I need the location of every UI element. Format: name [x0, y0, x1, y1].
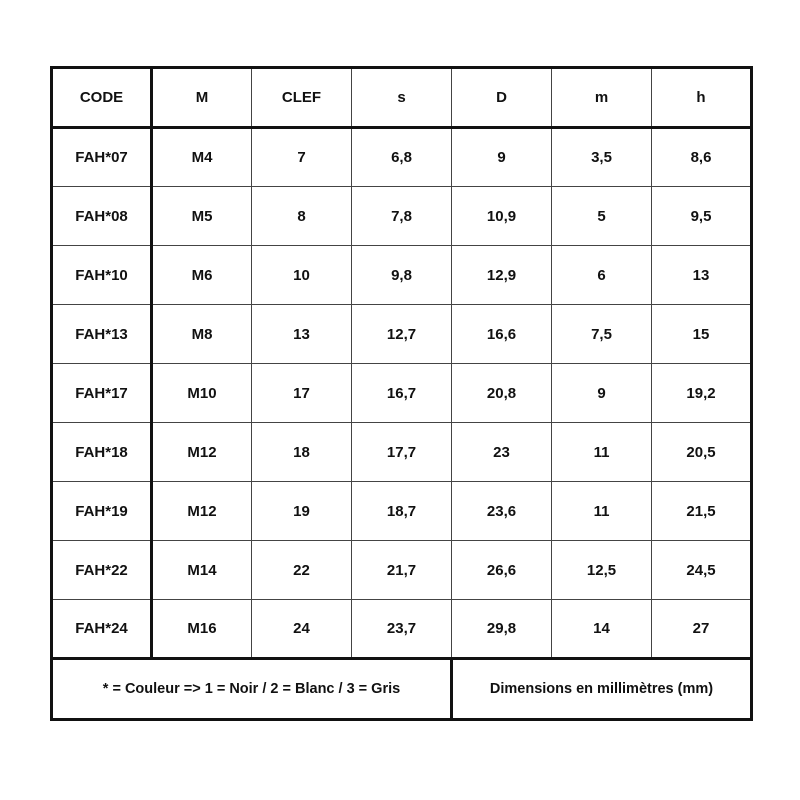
cell-h: 27 — [652, 600, 752, 659]
cell-thread: M12 — [152, 482, 252, 541]
cell-clef: 18 — [252, 423, 352, 482]
cell-m: 7,5 — [552, 305, 652, 364]
cell-clef: 17 — [252, 364, 352, 423]
cell-d: 23 — [452, 423, 552, 482]
cell-code: FAH*10 — [52, 246, 152, 305]
cell-m: 6 — [552, 246, 652, 305]
cell-m: 11 — [552, 423, 652, 482]
header-code: CODE — [52, 68, 152, 128]
cell-code: FAH*18 — [52, 423, 152, 482]
footer-row — [52, 659, 752, 720]
cell-d: 12,9 — [452, 246, 552, 305]
header-s: s — [352, 68, 452, 128]
table-row — [52, 482, 752, 541]
cell-code: FAH*17 — [52, 364, 152, 423]
cell-clef: 22 — [252, 541, 352, 600]
cell-code: FAH*07 — [52, 128, 152, 187]
cell-clef: 7 — [252, 128, 352, 187]
header-m: M — [152, 68, 252, 128]
cell-s: 12,7 — [352, 305, 452, 364]
table-row — [52, 246, 752, 305]
dimensions-table — [50, 66, 753, 721]
cell-s: 7,8 — [352, 187, 452, 246]
cell-code: FAH*13 — [52, 305, 152, 364]
table-row — [52, 128, 752, 187]
cell-m: 9 — [552, 364, 652, 423]
cell-clef: 13 — [252, 305, 352, 364]
cell-d: 23,6 — [452, 482, 552, 541]
cell-code: FAH*22 — [52, 541, 152, 600]
cell-thread: M16 — [152, 600, 252, 659]
table-row — [52, 187, 752, 246]
cell-s: 17,7 — [352, 423, 452, 482]
header-row — [52, 68, 752, 128]
cell-h: 24,5 — [652, 541, 752, 600]
cell-d: 29,8 — [452, 600, 552, 659]
cell-s: 6,8 — [352, 128, 452, 187]
cell-clef: 8 — [252, 187, 352, 246]
cell-thread: M14 — [152, 541, 252, 600]
header-h: h — [652, 68, 752, 128]
header-d: D — [452, 68, 552, 128]
cell-d: 10,9 — [452, 187, 552, 246]
table-row — [52, 364, 752, 423]
cell-thread: M8 — [152, 305, 252, 364]
cell-d: 9 — [452, 128, 552, 187]
header-clef: CLEF — [252, 68, 352, 128]
cell-s: 9,8 — [352, 246, 452, 305]
cell-thread: M6 — [152, 246, 252, 305]
cell-h: 13 — [652, 246, 752, 305]
cell-s: 23,7 — [352, 600, 452, 659]
cell-h: 8,6 — [652, 128, 752, 187]
cell-m: 3,5 — [552, 128, 652, 187]
cell-s: 16,7 — [352, 364, 452, 423]
cell-clef: 10 — [252, 246, 352, 305]
table-row — [52, 600, 752, 659]
cell-m: 14 — [552, 600, 652, 659]
cell-d: 20,8 — [452, 364, 552, 423]
header-m-height: m — [552, 68, 652, 128]
cell-m: 5 — [552, 187, 652, 246]
cell-s: 18,7 — [352, 482, 452, 541]
table-row — [52, 305, 752, 364]
cell-m: 12,5 — [552, 541, 652, 600]
cell-clef: 19 — [252, 482, 352, 541]
cell-h: 15 — [652, 305, 752, 364]
table-row — [52, 541, 752, 600]
cell-h: 21,5 — [652, 482, 752, 541]
table-row — [52, 423, 752, 482]
cell-d: 26,6 — [452, 541, 552, 600]
cell-code: FAH*08 — [52, 187, 152, 246]
cell-d: 16,6 — [452, 305, 552, 364]
cell-h: 20,5 — [652, 423, 752, 482]
cell-code: FAH*19 — [52, 482, 152, 541]
cell-s: 21,7 — [352, 541, 452, 600]
cell-code: FAH*24 — [52, 600, 152, 659]
cell-thread: M12 — [152, 423, 252, 482]
cell-h: 9,5 — [652, 187, 752, 246]
table-body — [52, 128, 752, 659]
cell-thread: M5 — [152, 187, 252, 246]
units-note: Dimensions en millimètres (mm) — [452, 659, 752, 720]
color-legend-note: * = Couleur => 1 = Noir / 2 = Blanc / 3 = Gris — [52, 659, 452, 720]
cell-clef: 24 — [252, 600, 352, 659]
cell-h: 19,2 — [652, 364, 752, 423]
cell-m: 11 — [552, 482, 652, 541]
cell-thread: M4 — [152, 128, 252, 187]
cell-thread: M10 — [152, 364, 252, 423]
